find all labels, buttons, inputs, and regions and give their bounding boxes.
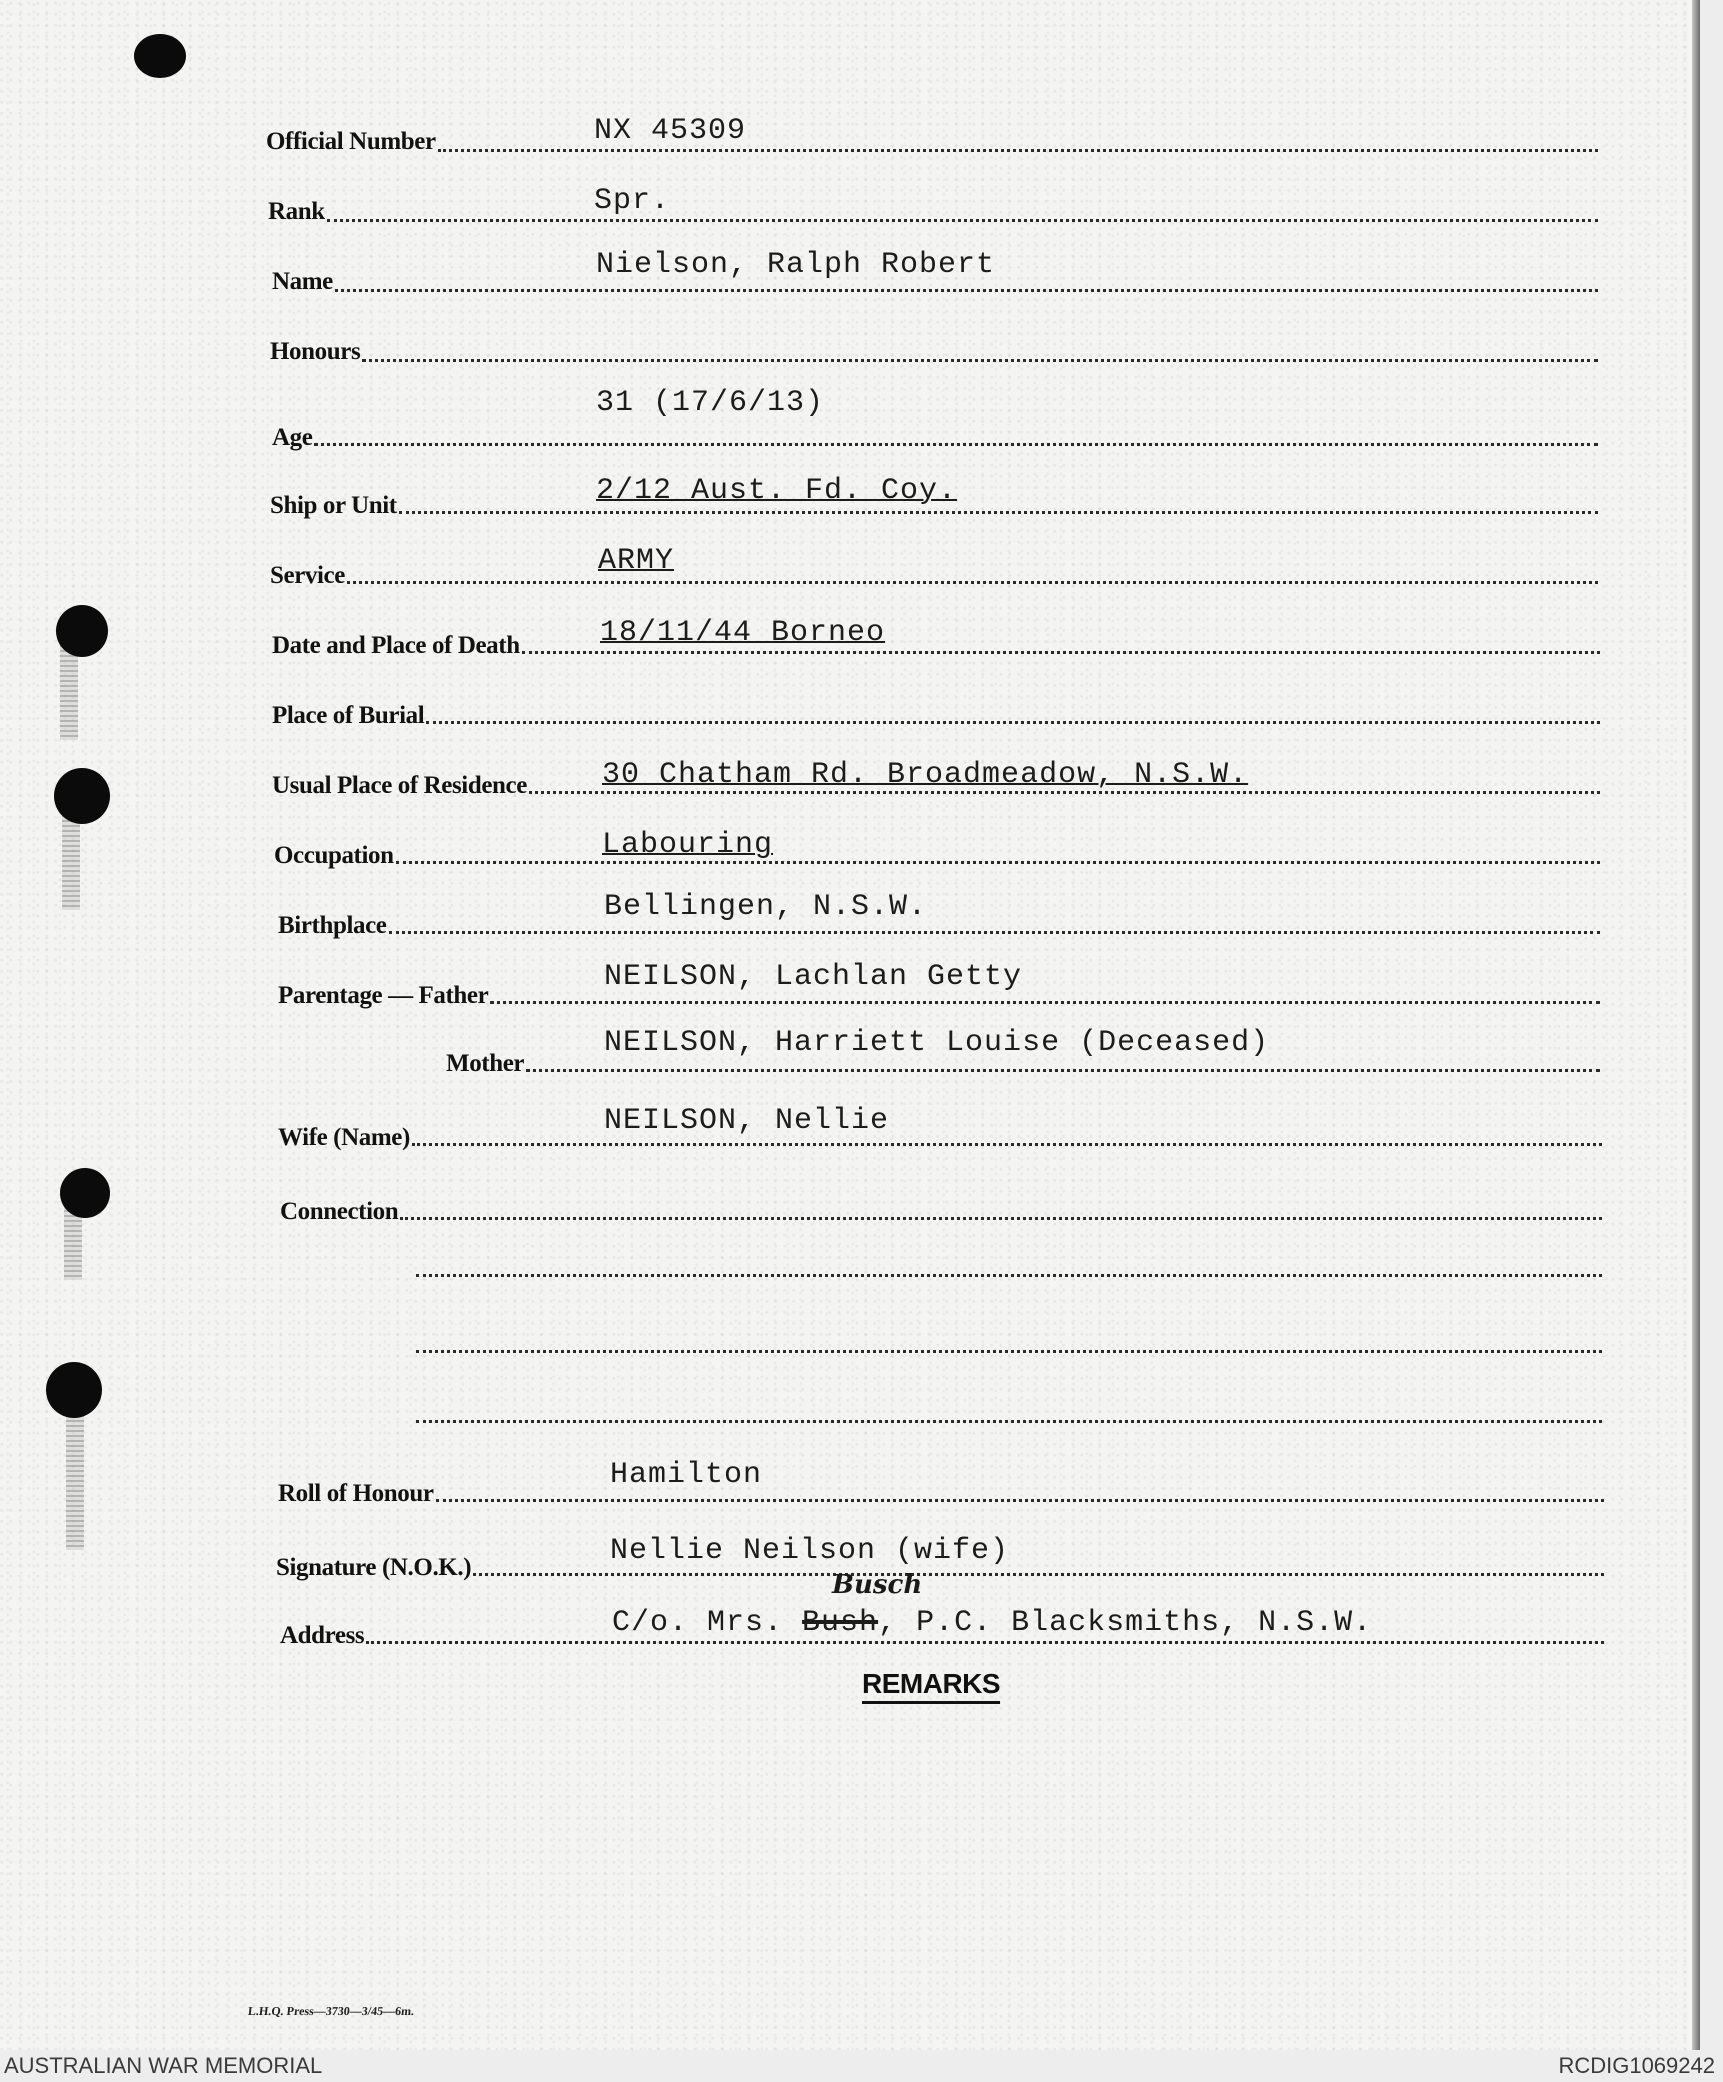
field-label: Signature (N.O.K.) — [276, 1554, 472, 1581]
dotted-line — [347, 581, 1598, 584]
field-label: Usual Place of Residence — [272, 772, 527, 799]
field-label: Date and Place of Death — [272, 632, 520, 659]
field-label: Mother — [446, 1050, 525, 1077]
field-value: NEILSON, Harriett Louise (Deceased) — [604, 1026, 1270, 1060]
field-label: Honours — [270, 338, 361, 365]
field-value: Hamilton — [610, 1458, 763, 1492]
field-roll-of-honour — [0, 1458, 1700, 1507]
field-address — [0, 1570, 1700, 1649]
field-label: Age — [272, 424, 313, 451]
dotted-line — [522, 651, 1600, 654]
field-connection — [0, 1178, 1700, 1225]
handwritten-correction: Busch — [832, 1570, 923, 1600]
field-value: 18/11/44 Borneo — [600, 616, 886, 650]
field-label: Birthplace — [278, 912, 387, 939]
dotted-line — [314, 443, 1598, 446]
field-usual-residence — [0, 750, 1700, 799]
archive-credit: AUSTRALIAN WAR MEMORIAL — [4, 2053, 323, 2078]
field-label: Rank — [268, 198, 325, 225]
field-occupation — [0, 820, 1700, 869]
field-value: Nielson, Ralph Robert — [596, 248, 996, 282]
field-value: 31 (17/6/13) — [596, 386, 825, 420]
field-wife — [0, 1104, 1700, 1151]
field-value: Labouring — [602, 828, 774, 862]
dotted-line — [438, 149, 1598, 152]
punch-hole — [134, 34, 186, 78]
field-mother — [0, 1026, 1700, 1077]
field-age — [0, 386, 1700, 451]
address-struck-text: Bush — [802, 1606, 879, 1640]
field-birthplace — [0, 890, 1700, 939]
dotted-line — [426, 721, 1600, 724]
dotted-line — [490, 1001, 1600, 1004]
dotted-line — [416, 1420, 1602, 1423]
field-label: Connection — [280, 1198, 399, 1225]
field-label: Place of Burial — [272, 702, 425, 729]
field-value: 2/12 Aust. Fd. Coy. — [596, 474, 958, 508]
punch-hole — [46, 1362, 102, 1418]
address-value — [612, 1606, 1372, 1640]
field-value: NEILSON, Nellie — [604, 1104, 890, 1138]
field-label: Wife (Name) — [278, 1124, 410, 1151]
field-label: Name — [272, 268, 333, 295]
field-value: NX 45309 — [594, 114, 747, 148]
field-value: 30 Chatham Rd. Broadmeadow, N.S.W. — [602, 758, 1249, 792]
archive-reference: RCDIG1069242 — [1558, 2053, 1715, 2078]
paper-edge — [1692, 0, 1700, 2050]
dotted-line — [335, 289, 1598, 292]
field-father — [0, 960, 1700, 1009]
dotted-line — [327, 219, 1598, 222]
field-name — [0, 248, 1700, 298]
dotted-line — [526, 1069, 1600, 1072]
dotted-line — [473, 1573, 1604, 1576]
field-label: Service — [270, 562, 345, 589]
dotted-line — [362, 359, 1598, 362]
address-prefix: C/o. Mrs. — [612, 1606, 784, 1640]
field-honours — [0, 328, 1700, 368]
address-suffix: , P.C. Blacksmiths, N.S.W. — [878, 1606, 1373, 1640]
field-value: NEILSON, Lachlan Getty — [604, 960, 1023, 994]
dotted-line — [436, 1499, 1604, 1502]
dotted-line — [416, 1274, 1602, 1277]
field-rank — [0, 184, 1700, 228]
dotted-line — [416, 1350, 1602, 1353]
dotted-line — [389, 931, 1600, 934]
field-ship-or-unit — [0, 468, 1700, 519]
field-value: Spr. — [594, 184, 671, 218]
dotted-line — [400, 1217, 1602, 1220]
field-label: Roll of Honour — [278, 1480, 434, 1507]
field-label: Official Number — [266, 128, 436, 155]
dotted-line — [396, 861, 1600, 864]
dotted-line — [366, 1641, 1604, 1644]
field-place-of-burial — [0, 680, 1700, 729]
field-value: Bellingen, N.S.W. — [604, 890, 928, 924]
field-label: Address — [280, 1622, 365, 1649]
printer-imprint: L.H.Q. Press—3730—3/45—6m. — [247, 2004, 415, 2018]
dotted-line — [412, 1143, 1602, 1146]
field-label: Occupation — [274, 842, 394, 869]
field-value: Nellie Neilson (wife) — [610, 1534, 1010, 1568]
remarks-heading: REMARKS — [862, 1668, 1001, 1699]
field-service — [0, 538, 1700, 589]
dotted-line — [399, 511, 1598, 514]
field-label: Ship or Unit — [270, 492, 397, 519]
field-label: Parentage — Father — [278, 982, 489, 1009]
field-date-place-of-death — [0, 608, 1700, 659]
field-official-number — [0, 114, 1700, 158]
field-value: ARMY — [598, 544, 675, 578]
